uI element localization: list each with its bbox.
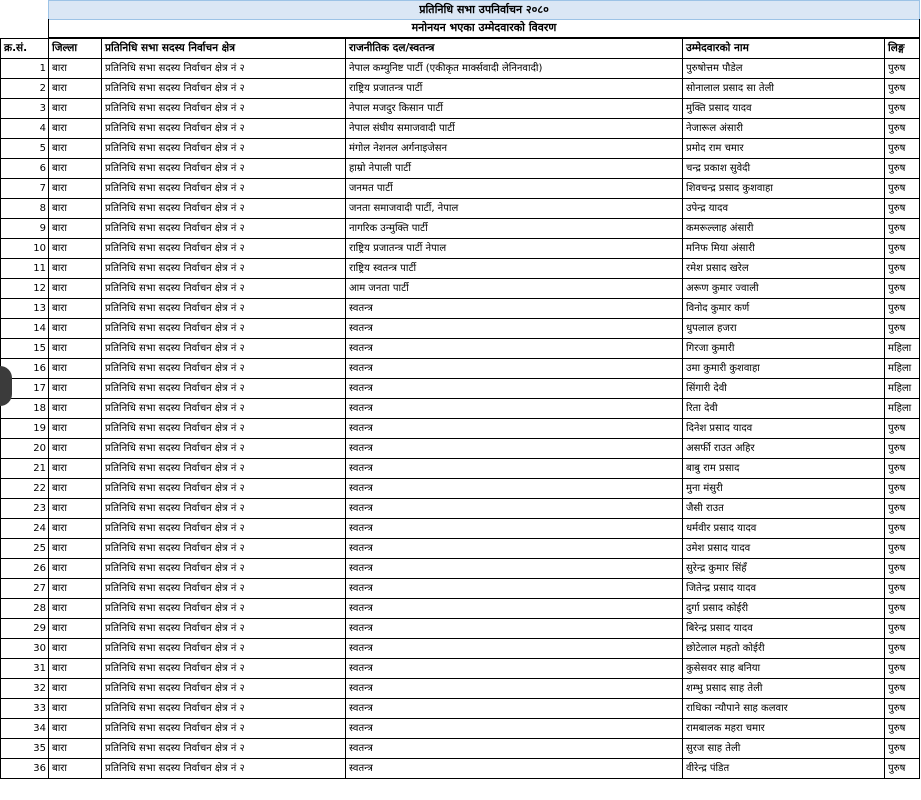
- cell-candidate-name[interactable]: रिता देवी: [683, 399, 885, 419]
- cell-district[interactable]: बारा: [49, 499, 102, 519]
- table-row: [1, 219, 920, 239]
- cell-gender[interactable]: पुरुष: [885, 259, 920, 279]
- cell-serial[interactable]: 12: [1, 279, 49, 299]
- cell-gender[interactable]: पुरुष: [885, 519, 920, 539]
- cell-constituency[interactable]: प्रतिनिधि सभा सदस्य निर्वाचन क्षेत्र नं २: [102, 259, 346, 279]
- cell-candidate-name[interactable]: असर्फी राउत अहिर: [683, 439, 885, 459]
- cell-serial[interactable]: 15: [1, 339, 49, 359]
- cell-serial[interactable]: 9: [1, 219, 49, 239]
- table-row: [1, 239, 920, 259]
- cell-candidate-name[interactable]: मुक्ति प्रसाद यादव: [683, 99, 885, 119]
- cell-party[interactable]: स्वतन्त्र: [346, 479, 683, 499]
- cell-constituency[interactable]: प्रतिनिधि सभा सदस्य निर्वाचन क्षेत्र नं २: [102, 459, 346, 479]
- cell-constituency[interactable]: प्रतिनिधि सभा सदस्य निर्वाचन क्षेत्र नं २: [102, 299, 346, 319]
- cell-gender[interactable]: पुरुष: [885, 699, 920, 719]
- table-row: [1, 279, 920, 299]
- cell-serial[interactable]: 5: [1, 139, 49, 159]
- cell-serial[interactable]: 7: [1, 179, 49, 199]
- cell-district[interactable]: बारा: [49, 359, 102, 379]
- cell-candidate-name[interactable]: बाबु राम प्रसाद: [683, 459, 885, 479]
- cell-serial[interactable]: 36: [1, 759, 49, 779]
- cell-gender[interactable]: पुरुष: [885, 659, 920, 679]
- cell-gender[interactable]: पुरुष: [885, 99, 920, 119]
- cell-gender[interactable]: पुरुष: [885, 199, 920, 219]
- header-party[interactable]: राजनीतिक दल/स्वतन्त्र: [346, 39, 683, 59]
- cell-gender[interactable]: पुरुष: [885, 179, 920, 199]
- cell-party[interactable]: आम जनता पार्टी: [346, 279, 683, 299]
- cell-constituency[interactable]: प्रतिनिधि सभा सदस्य निर्वाचन क्षेत्र नं २: [102, 119, 346, 139]
- cell-constituency[interactable]: प्रतिनिधि सभा सदस्य निर्वाचन क्षेत्र नं २: [102, 379, 346, 399]
- cell-party[interactable]: स्वतन्त्र: [346, 699, 683, 719]
- cell-serial[interactable]: 8: [1, 199, 49, 219]
- cell-gender[interactable]: महिला: [885, 379, 920, 399]
- cell-party[interactable]: जनता समाजवादी पार्टी, नेपाल: [346, 199, 683, 219]
- table-row: [1, 479, 920, 499]
- table-row: [1, 159, 920, 179]
- cell-gender[interactable]: पुरुष: [885, 319, 920, 339]
- title-row: [0, 0, 921, 19]
- cell-serial[interactable]: 19: [1, 419, 49, 439]
- cell-constituency[interactable]: प्रतिनिधि सभा सदस्य निर्वाचन क्षेत्र नं २: [102, 719, 346, 739]
- cell-serial[interactable]: 33: [1, 699, 49, 719]
- cell-party[interactable]: स्वतन्त्र: [346, 659, 683, 679]
- cell-constituency[interactable]: प्रतिनिधि सभा सदस्य निर्वाचन क्षेत्र नं २: [102, 239, 346, 259]
- cell-district[interactable]: बारा: [49, 239, 102, 259]
- table-row: [1, 519, 920, 539]
- cell-district[interactable]: बारा: [49, 759, 102, 779]
- table-row: [1, 79, 920, 99]
- table-row: [1, 179, 920, 199]
- sheet-title[interactable]: प्रतिनिधि सभा उपनिर्वाचन २०८०: [48, 0, 920, 20]
- cell-constituency[interactable]: प्रतिनिधि सभा सदस्य निर्वाचन क्षेत्र नं २: [102, 59, 346, 79]
- cell-constituency[interactable]: प्रतिनिधि सभा सदस्य निर्वाचन क्षेत्र नं २: [102, 359, 346, 379]
- cell-constituency[interactable]: प्रतिनिधि सभा सदस्य निर्वाचन क्षेत्र नं २: [102, 399, 346, 419]
- table-row: [1, 619, 920, 639]
- cell-constituency[interactable]: प्रतिनिधि सभा सदस्य निर्वाचन क्षेत्र नं २: [102, 139, 346, 159]
- table-row: [1, 739, 920, 759]
- cell-constituency[interactable]: प्रतिनिधि सभा सदस्य निर्वाचन क्षेत्र नं २: [102, 479, 346, 499]
- table-row: [1, 759, 920, 779]
- cell-district[interactable]: बारा: [49, 199, 102, 219]
- table-row: [1, 299, 920, 319]
- cell-party[interactable]: स्वतन्त्र: [346, 399, 683, 419]
- cell-constituency[interactable]: प्रतिनिधि सभा सदस्य निर्वाचन क्षेत्र नं २: [102, 559, 346, 579]
- cell-gender[interactable]: पुरुष: [885, 419, 920, 439]
- cell-constituency[interactable]: प्रतिनिधि सभा सदस्य निर्वाचन क्षेत्र नं २: [102, 199, 346, 219]
- cell-party[interactable]: जनमत पार्टी: [346, 179, 683, 199]
- table-row: [1, 259, 920, 279]
- title-blank-cell[interactable]: [0, 0, 49, 19]
- sheet-subtitle[interactable]: मनोनयन भएका उम्मेदवारको विवरण: [48, 19, 920, 38]
- cell-district[interactable]: बारा: [49, 259, 102, 279]
- cell-serial[interactable]: 31: [1, 659, 49, 679]
- cell-serial[interactable]: 4: [1, 119, 49, 139]
- table-row: [1, 99, 920, 119]
- cell-constituency[interactable]: प्रतिनिधि सभा सदस्य निर्वाचन क्षेत्र नं २: [102, 619, 346, 639]
- cell-candidate-name[interactable]: रमेश प्रसाद खरेल: [683, 259, 885, 279]
- cell-district[interactable]: बारा: [49, 639, 102, 659]
- cell-constituency[interactable]: प्रतिनिधि सभा सदस्य निर्वाचन क्षेत्र नं २: [102, 599, 346, 619]
- table-row: [1, 499, 920, 519]
- cell-gender[interactable]: पुरुष: [885, 759, 920, 779]
- cell-gender[interactable]: महिला: [885, 339, 920, 359]
- table-header-row: [1, 39, 920, 59]
- table-row: [1, 699, 920, 719]
- table-row: [1, 599, 920, 619]
- cell-candidate-name[interactable]: सुरेन्द्र कुमार सिंहँ: [683, 559, 885, 579]
- cell-district[interactable]: बारा: [49, 99, 102, 119]
- cell-district[interactable]: बारा: [49, 519, 102, 539]
- cell-party[interactable]: स्वतन्त्र: [346, 579, 683, 599]
- cell-party[interactable]: स्वतन्त्र: [346, 379, 683, 399]
- cell-candidate-name[interactable]: कमरूल्लाह अंसारी: [683, 219, 885, 239]
- cell-gender[interactable]: पुरुष: [885, 499, 920, 519]
- cell-party[interactable]: स्वतन्त्र: [346, 719, 683, 739]
- cell-party[interactable]: नागरिक उन्मुक्ति पार्टी: [346, 219, 683, 239]
- cell-gender[interactable]: महिला: [885, 359, 920, 379]
- cell-candidate-name[interactable]: विनोद कुमार कर्ण: [683, 299, 885, 319]
- cell-candidate-name[interactable]: धुपलाल हजरा: [683, 319, 885, 339]
- cell-party[interactable]: स्वतन्त्र: [346, 619, 683, 639]
- cell-district[interactable]: बारा: [49, 739, 102, 759]
- cell-candidate-name[interactable]: जितेन्द्र प्रसाद यादव: [683, 579, 885, 599]
- cell-serial[interactable]: 20: [1, 439, 49, 459]
- cell-constituency[interactable]: प्रतिनिधि सभा सदस्य निर्वाचन क्षेत्र नं २: [102, 439, 346, 459]
- cell-district[interactable]: बारा: [49, 599, 102, 619]
- cell-gender[interactable]: पुरुष: [885, 719, 920, 739]
- cell-district[interactable]: बारा: [49, 399, 102, 419]
- cell-party[interactable]: स्वतन्त्र: [346, 599, 683, 619]
- cell-candidate-name[interactable]: शम्भु प्रसाद साह तेली: [683, 679, 885, 699]
- cell-party[interactable]: स्वतन्त्र: [346, 679, 683, 699]
- subtitle-row: [0, 19, 921, 38]
- cell-district[interactable]: बारा: [49, 719, 102, 739]
- cell-serial[interactable]: 17: [1, 379, 49, 399]
- cell-candidate-name[interactable]: सुरज साह तेली: [683, 739, 885, 759]
- cell-candidate-name[interactable]: उपेन्द्र यादव: [683, 199, 885, 219]
- cell-district[interactable]: बारा: [49, 459, 102, 479]
- table-row: [1, 659, 920, 679]
- cell-serial[interactable]: 35: [1, 739, 49, 759]
- cell-candidate-name[interactable]: दिनेश प्रसाद यादव: [683, 419, 885, 439]
- cell-serial[interactable]: 16: [1, 359, 49, 379]
- cell-candidate-name[interactable]: वीरेन्द्र पंडित: [683, 759, 885, 779]
- table-row: [1, 59, 920, 79]
- cell-candidate-name[interactable]: गिरजा कुमारी: [683, 339, 885, 359]
- cell-constituency[interactable]: प्रतिनिधि सभा सदस्य निर्वाचन क्षेत्र नं २: [102, 419, 346, 439]
- cell-candidate-name[interactable]: छोटेलाल महतो कोईरी: [683, 639, 885, 659]
- table-row: [1, 639, 920, 659]
- cell-serial[interactable]: 22: [1, 479, 49, 499]
- cell-district[interactable]: बारा: [49, 179, 102, 199]
- cell-party[interactable]: स्वतन्त्र: [346, 359, 683, 379]
- table-row: [1, 459, 920, 479]
- cell-candidate-name[interactable]: मनिफ मिया अंसारी: [683, 239, 885, 259]
- cell-district[interactable]: बारा: [49, 299, 102, 319]
- header-gender[interactable]: लिङ्ग: [885, 39, 920, 59]
- cell-gender[interactable]: पुरुष: [885, 219, 920, 239]
- side-scroll-handle[interactable]: [0, 366, 12, 406]
- cell-gender[interactable]: पुरुष: [885, 299, 920, 319]
- cell-party[interactable]: स्वतन्त्र: [346, 499, 683, 519]
- cell-party[interactable]: स्वतन्त्र: [346, 559, 683, 579]
- cell-district[interactable]: बारा: [49, 379, 102, 399]
- cell-constituency[interactable]: प्रतिनिधि सभा सदस्य निर्वाचन क्षेत्र नं २: [102, 319, 346, 339]
- candidate-table: [0, 38, 920, 779]
- cell-serial[interactable]: 27: [1, 579, 49, 599]
- cell-gender[interactable]: पुरुष: [885, 279, 920, 299]
- cell-constituency[interactable]: प्रतिनिधि सभा सदस्य निर्वाचन क्षेत्र नं २: [102, 699, 346, 719]
- cell-serial[interactable]: 25: [1, 539, 49, 559]
- cell-serial[interactable]: 3: [1, 99, 49, 119]
- header-constituency[interactable]: प्रतिनिधि सभा सदस्य निर्वाचन क्षेत्र: [102, 39, 346, 59]
- table-row: [1, 439, 920, 459]
- cell-district[interactable]: बारा: [49, 479, 102, 499]
- cell-constituency[interactable]: प्रतिनिधि सभा सदस्य निर्वाचन क्षेत्र नं २: [102, 179, 346, 199]
- cell-constituency[interactable]: प्रतिनिधि सभा सदस्य निर्वाचन क्षेत्र नं २: [102, 639, 346, 659]
- cell-party[interactable]: स्वतन्त्र: [346, 419, 683, 439]
- cell-candidate-name[interactable]: अरूण कुमार ज्वाली: [683, 279, 885, 299]
- cell-candidate-name[interactable]: दुर्गा प्रसाद कोईरी: [683, 599, 885, 619]
- cell-party[interactable]: राष्ट्रिय प्रजातन्त्र पार्टी नेपाल: [346, 239, 683, 259]
- cell-serial[interactable]: 11: [1, 259, 49, 279]
- table-row: [1, 679, 920, 699]
- cell-gender[interactable]: पुरुष: [885, 459, 920, 479]
- cell-serial[interactable]: 2: [1, 79, 49, 99]
- table-body: [1, 59, 920, 779]
- cell-gender[interactable]: पुरुष: [885, 439, 920, 459]
- cell-district[interactable]: बारा: [49, 139, 102, 159]
- cell-party[interactable]: राष्ट्रिय प्रजातन्त्र पार्टी: [346, 79, 683, 99]
- table-row: [1, 539, 920, 559]
- cell-serial[interactable]: 32: [1, 679, 49, 699]
- cell-constituency[interactable]: प्रतिनिधि सभा सदस्य निर्वाचन क्षेत्र नं २: [102, 339, 346, 359]
- cell-district[interactable]: बारा: [49, 419, 102, 439]
- cell-gender[interactable]: पुरुष: [885, 119, 920, 139]
- cell-constituency[interactable]: प्रतिनिधि सभा सदस्य निर्वाचन क्षेत्र नं २: [102, 159, 346, 179]
- cell-gender[interactable]: पुरुष: [885, 579, 920, 599]
- cell-candidate-name[interactable]: सोनालाल प्रसाद सा तेली: [683, 79, 885, 99]
- cell-serial[interactable]: 6: [1, 159, 49, 179]
- cell-party[interactable]: स्वतन्त्र: [346, 459, 683, 479]
- cell-gender[interactable]: पुरुष: [885, 159, 920, 179]
- cell-party[interactable]: नेपाल मजदुर किसान पार्टी: [346, 99, 683, 119]
- cell-gender[interactable]: पुरुष: [885, 139, 920, 159]
- cell-party[interactable]: स्वतन्त्र: [346, 759, 683, 779]
- cell-district[interactable]: बारा: [49, 159, 102, 179]
- cell-candidate-name[interactable]: धर्मवीर प्रसाद यादव: [683, 519, 885, 539]
- cell-district[interactable]: बारा: [49, 659, 102, 679]
- cell-gender[interactable]: महिला: [885, 399, 920, 419]
- cell-constituency[interactable]: प्रतिनिधि सभा सदस्य निर्वाचन क्षेत्र नं २: [102, 519, 346, 539]
- header-district[interactable]: जिल्ला: [49, 39, 102, 59]
- cell-serial[interactable]: 34: [1, 719, 49, 739]
- table-row: [1, 199, 920, 219]
- cell-serial[interactable]: 23: [1, 499, 49, 519]
- table-row: [1, 559, 920, 579]
- table-row: [1, 579, 920, 599]
- cell-serial[interactable]: 29: [1, 619, 49, 639]
- cell-party[interactable]: स्वतन्त्र: [346, 319, 683, 339]
- cell-serial[interactable]: 18: [1, 399, 49, 419]
- table-row: [1, 719, 920, 739]
- cell-party[interactable]: राष्ट्रिय स्वतन्त्र पार्टी: [346, 259, 683, 279]
- cell-gender[interactable]: पुरुष: [885, 599, 920, 619]
- cell-district[interactable]: बारा: [49, 619, 102, 639]
- cell-gender[interactable]: पुरुष: [885, 239, 920, 259]
- cell-district[interactable]: बारा: [49, 699, 102, 719]
- cell-serial[interactable]: 10: [1, 239, 49, 259]
- cell-party[interactable]: हाम्रो नेपाली पार्टी: [346, 159, 683, 179]
- cell-district[interactable]: बारा: [49, 439, 102, 459]
- cell-district[interactable]: बारा: [49, 79, 102, 99]
- cell-serial[interactable]: 24: [1, 519, 49, 539]
- cell-gender[interactable]: पुरुष: [885, 479, 920, 499]
- cell-candidate-name[interactable]: चन्द्र प्रकाश सुवेदी: [683, 159, 885, 179]
- cell-district[interactable]: बारा: [49, 219, 102, 239]
- cell-candidate-name[interactable]: राधिका न्यौपाने साह कलवार: [683, 699, 885, 719]
- cell-candidate-name[interactable]: सिंगारी देवी: [683, 379, 885, 399]
- cell-gender[interactable]: पुरुष: [885, 59, 920, 79]
- cell-district[interactable]: बारा: [49, 539, 102, 559]
- cell-candidate-name[interactable]: पुरुषोत्तम पौडेल: [683, 59, 885, 79]
- header-candidate-name[interactable]: उम्मेदवारको नाम: [683, 39, 885, 59]
- cell-candidate-name[interactable]: मुना मंसुरी: [683, 479, 885, 499]
- cell-gender[interactable]: पुरुष: [885, 559, 920, 579]
- cell-serial[interactable]: 26: [1, 559, 49, 579]
- cell-constituency[interactable]: प्रतिनिधि सभा सदस्य निर्वाचन क्षेत्र नं २: [102, 279, 346, 299]
- table-row: [1, 139, 920, 159]
- cell-party[interactable]: स्वतन्त्र: [346, 639, 683, 659]
- cell-gender[interactable]: पुरुष: [885, 739, 920, 759]
- table-row: [1, 379, 920, 399]
- cell-district[interactable]: बारा: [49, 339, 102, 359]
- cell-candidate-name[interactable]: शिवचन्द्र प्रसाद कुशवाहा: [683, 179, 885, 199]
- cell-party[interactable]: स्वतन्त्र: [346, 439, 683, 459]
- cell-gender[interactable]: पुरुष: [885, 639, 920, 659]
- cell-candidate-name[interactable]: उमेश प्रसाद यादव: [683, 539, 885, 559]
- table-row: [1, 399, 920, 419]
- cell-party[interactable]: मंगोल नेशनल अर्गनाइजेसन: [346, 139, 683, 159]
- table-row: [1, 359, 920, 379]
- cell-constituency[interactable]: प्रतिनिधि सभा सदस्य निर्वाचन क्षेत्र नं २: [102, 499, 346, 519]
- cell-gender[interactable]: पुरुष: [885, 679, 920, 699]
- cell-district[interactable]: बारा: [49, 59, 102, 79]
- cell-constituency[interactable]: प्रतिनिधि सभा सदस्य निर्वाचन क्षेत्र नं २: [102, 539, 346, 559]
- cell-district[interactable]: बारा: [49, 559, 102, 579]
- cell-party[interactable]: नेपाल कम्युनिष्ट पार्टी (एकीकृत मार्क्सवादी लेनिनवादी): [346, 59, 683, 79]
- cell-gender[interactable]: पुरुष: [885, 539, 920, 559]
- cell-serial[interactable]: 14: [1, 319, 49, 339]
- cell-constituency[interactable]: प्रतिनिधि सभा सदस्य निर्वाचन क्षेत्र नं २: [102, 759, 346, 779]
- cell-district[interactable]: बारा: [49, 119, 102, 139]
- cell-constituency[interactable]: प्रतिनिधि सभा सदस्य निर्वाचन क्षेत्र नं २: [102, 219, 346, 239]
- cell-candidate-name[interactable]: जैसी राउत: [683, 499, 885, 519]
- cell-constituency[interactable]: प्रतिनिधि सभा सदस्य निर्वाचन क्षेत्र नं २: [102, 579, 346, 599]
- cell-party[interactable]: नेपाल संघीय समाजवादी पार्टी: [346, 119, 683, 139]
- cell-serial[interactable]: 28: [1, 599, 49, 619]
- cell-constituency[interactable]: प्रतिनिधि सभा सदस्य निर्वाचन क्षेत्र नं २: [102, 679, 346, 699]
- cell-serial[interactable]: 13: [1, 299, 49, 319]
- cell-party[interactable]: स्वतन्त्र: [346, 519, 683, 539]
- cell-candidate-name[interactable]: उमा कुमारी कुशवाहा: [683, 359, 885, 379]
- cell-district[interactable]: बारा: [49, 279, 102, 299]
- cell-party[interactable]: स्वतन्त्र: [346, 739, 683, 759]
- cell-district[interactable]: बारा: [49, 579, 102, 599]
- cell-district[interactable]: बारा: [49, 319, 102, 339]
- cell-gender[interactable]: पुरुष: [885, 79, 920, 99]
- cell-party[interactable]: स्वतन्त्र: [346, 339, 683, 359]
- table-row: [1, 119, 920, 139]
- cell-candidate-name[interactable]: प्रमोद राम चमार: [683, 139, 885, 159]
- table-row: [1, 319, 920, 339]
- header-serial[interactable]: क्र.सं.: [1, 39, 49, 59]
- cell-constituency[interactable]: प्रतिनिधि सभा सदस्य निर्वाचन क्षेत्र नं २: [102, 99, 346, 119]
- cell-serial[interactable]: 30: [1, 639, 49, 659]
- table-row: [1, 339, 920, 359]
- cell-party[interactable]: स्वतन्त्र: [346, 539, 683, 559]
- cell-constituency[interactable]: प्रतिनिधि सभा सदस्य निर्वाचन क्षेत्र नं २: [102, 739, 346, 759]
- table-row: [1, 419, 920, 439]
- cell-candidate-name[interactable]: रामबालक महरा चमार: [683, 719, 885, 739]
- cell-constituency[interactable]: प्रतिनिधि सभा सदस्य निर्वाचन क्षेत्र नं २: [102, 659, 346, 679]
- cell-serial[interactable]: 21: [1, 459, 49, 479]
- cell-candidate-name[interactable]: कुसेसवर साह बनिया: [683, 659, 885, 679]
- cell-district[interactable]: बारा: [49, 679, 102, 699]
- cell-constituency[interactable]: प्रतिनिधि सभा सदस्य निर्वाचन क्षेत्र नं २: [102, 79, 346, 99]
- cell-party[interactable]: स्वतन्त्र: [346, 299, 683, 319]
- cell-serial[interactable]: 1: [1, 59, 49, 79]
- cell-candidate-name[interactable]: बिरेन्द्र प्रसाद यादव: [683, 619, 885, 639]
- cell-candidate-name[interactable]: नेजारूल अंसारी: [683, 119, 885, 139]
- cell-gender[interactable]: पुरुष: [885, 619, 920, 639]
